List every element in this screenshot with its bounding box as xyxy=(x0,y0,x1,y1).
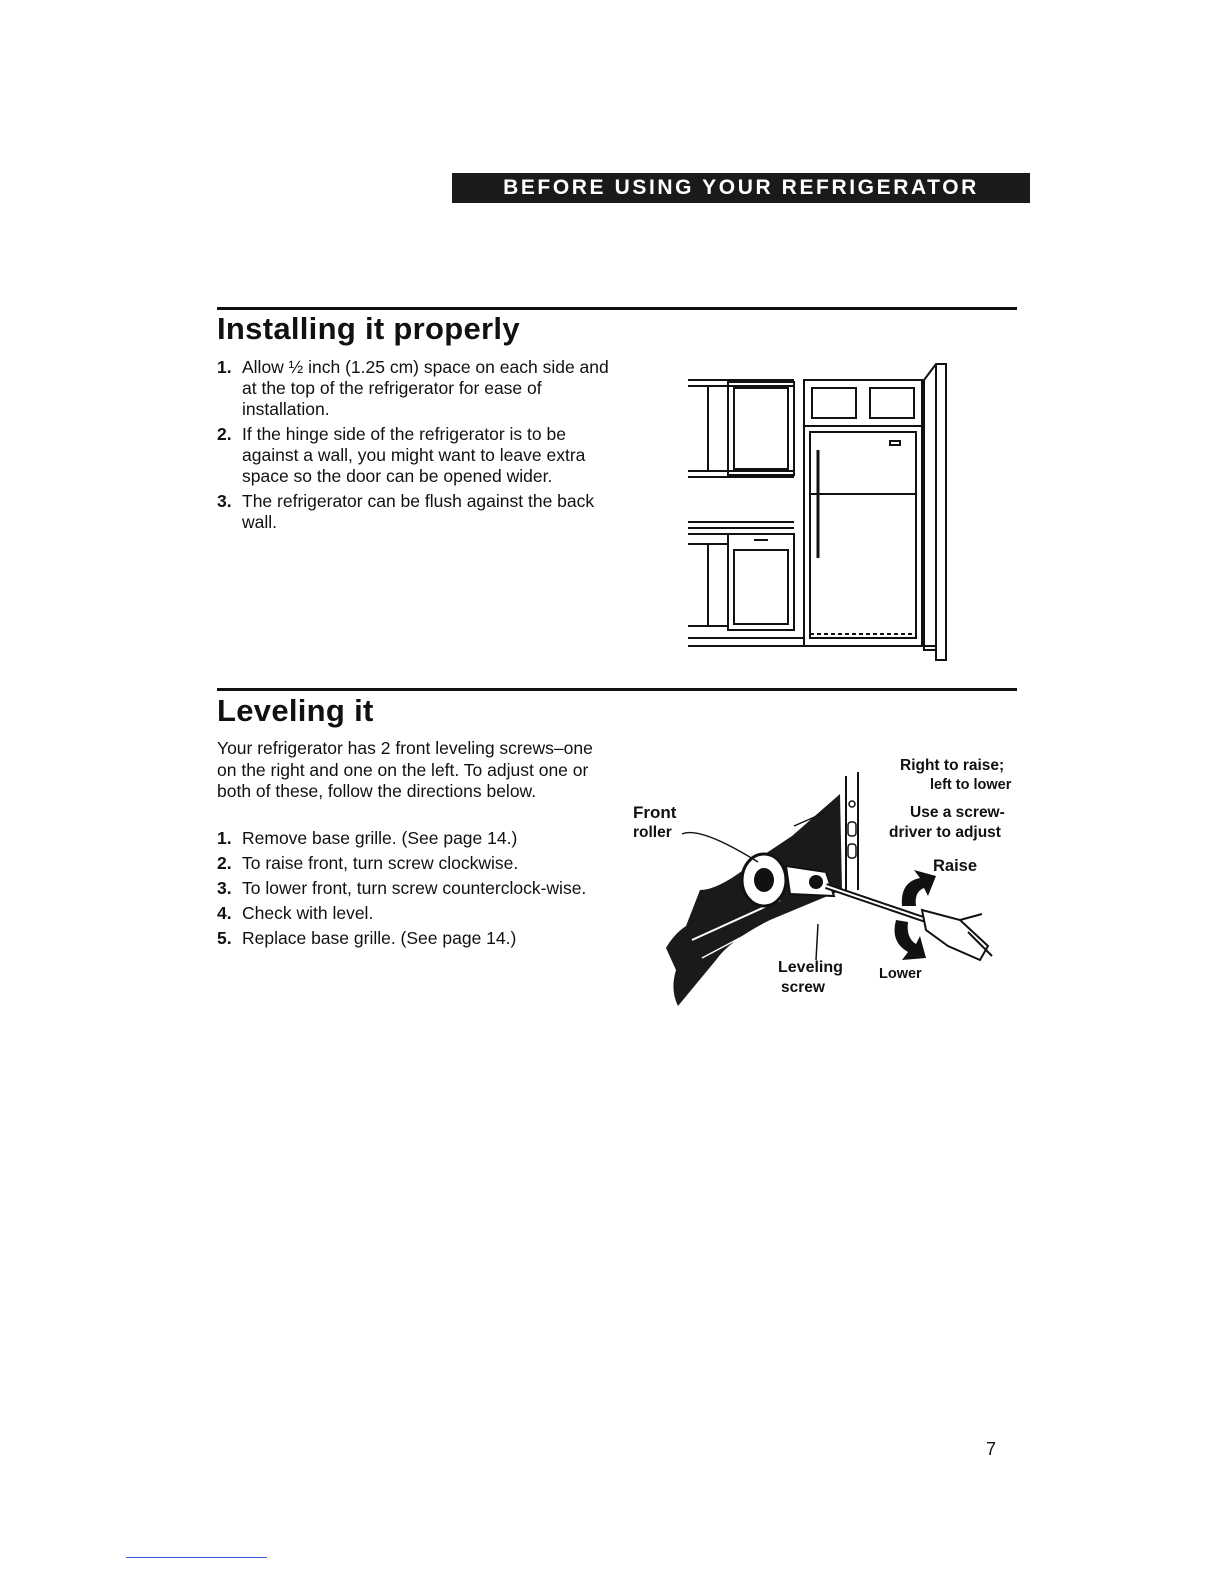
refrigerator-installation-illustration xyxy=(684,358,956,664)
step-number: 4. xyxy=(217,903,232,923)
step-text: If the hinge side of the refrigerator is to be against a wall, you might want to leave extra space so the door can be opened wider. xyxy=(242,424,586,486)
step-text: Check with level. xyxy=(242,903,374,923)
label-front: Front xyxy=(633,803,677,822)
installing-title: Installing it properly xyxy=(217,311,520,346)
label-left-to-lower: left to lower xyxy=(930,777,1012,793)
step-text: To raise front, turn screw clockwise. xyxy=(242,853,519,873)
label-screw: screw xyxy=(781,979,825,996)
step-number: 3. xyxy=(217,878,232,898)
step-number: 5. xyxy=(217,928,232,948)
step-text: The refrigerator can be flush against the back wall. xyxy=(242,491,595,532)
label-roller: roller xyxy=(633,824,672,841)
installing-step xyxy=(217,424,609,487)
section-banner: BEFORE USING YOUR REFRIGERATOR xyxy=(452,173,1030,203)
installing-step xyxy=(217,491,609,533)
leveling-step xyxy=(217,828,607,849)
section-rule-leveling xyxy=(217,688,1017,691)
step-text: Remove base grille. (See page 14.) xyxy=(242,828,518,848)
page-number: 7 xyxy=(986,1439,997,1459)
step-number: 1. xyxy=(217,828,232,848)
step-number: 2. xyxy=(217,853,232,873)
leveling-step xyxy=(217,878,607,899)
label-lower: Lower xyxy=(879,966,922,982)
leveling-intro: Your refrigerator has 2 front leveling screws–one on the right and one on the left. To adjust one or both of these, follow the directions below. xyxy=(217,738,593,801)
step-number: 3. xyxy=(217,491,232,511)
installing-steps xyxy=(217,357,609,537)
leveling-title: Leveling it xyxy=(217,693,374,728)
label-leveling: Leveling xyxy=(778,959,843,976)
label-driver-to-adjust: driver to adjust xyxy=(889,824,1001,841)
label-right-to-raise: Right to raise; xyxy=(900,757,1005,774)
step-number: 1. xyxy=(217,357,232,377)
leveling-step xyxy=(217,903,607,924)
leveling-step xyxy=(217,928,607,949)
step-text: Allow ½ inch (1.25 cm) space on each side and at the top of the refrigerator for ease of installation. xyxy=(242,357,609,419)
step-text: To lower front, turn screw counterclock-wise. xyxy=(242,878,587,898)
installing-step xyxy=(217,357,609,420)
label-raise: Raise xyxy=(933,857,978,875)
leveling-steps xyxy=(217,828,607,953)
step-text: Replace base grille. (See page 14.) xyxy=(242,928,517,948)
step-number: 2. xyxy=(217,424,232,444)
leveling-step xyxy=(217,853,607,874)
footer-line xyxy=(126,1557,267,1558)
label-use-screwdriver: Use a screw- xyxy=(910,804,1005,821)
section-rule-installing xyxy=(217,307,1017,310)
